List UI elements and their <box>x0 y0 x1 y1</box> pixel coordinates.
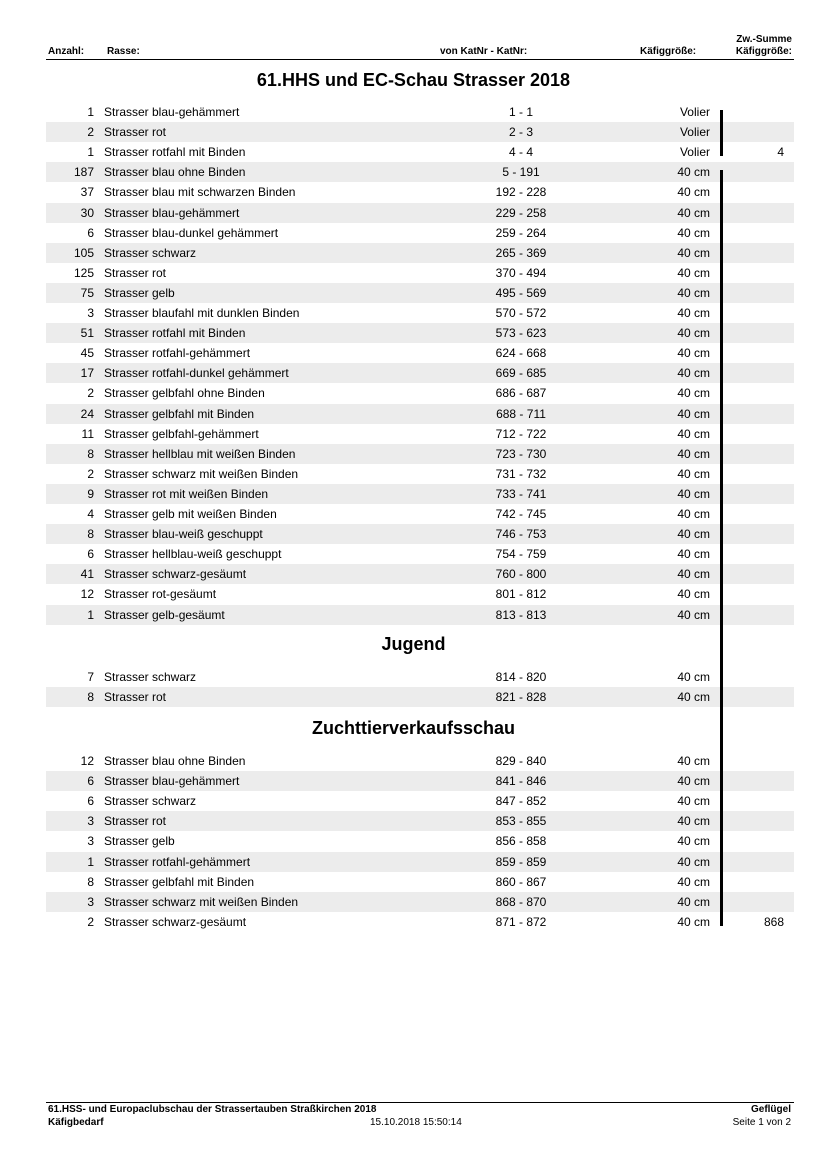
footer-rule <box>46 1102 794 1103</box>
footer-subtitle: Käfigbedarf <box>48 1117 104 1128</box>
katnr-cell: 370 - 494 <box>495 265 547 280</box>
table-row <box>46 444 794 464</box>
rasse-cell: Strasser blau-gehämmert <box>104 205 240 220</box>
rasse-cell: Strasser blau-gehämmert <box>104 774 240 789</box>
katnr-cell: 841 - 846 <box>495 774 547 789</box>
kaefiggroesse-cell: 40 cm <box>677 225 710 240</box>
rasse-cell: Strasser rotfahl mit Binden <box>104 145 246 160</box>
table-row <box>46 343 794 363</box>
rasse-cell: Strasser rotfahl-gehämmert <box>104 346 251 361</box>
katnr-cell: 686 - 687 <box>495 386 547 401</box>
anzahl-cell: 51 <box>80 326 94 341</box>
subtotal-bracket-40cm <box>720 170 723 926</box>
table-row <box>46 102 794 122</box>
katnr-cell: 723 - 730 <box>495 446 547 461</box>
kaefiggroesse-cell: 40 cm <box>677 426 710 441</box>
table-row <box>46 223 794 243</box>
rasse-cell: Strasser gelbfahl-gehämmert <box>104 426 259 441</box>
table-row <box>46 142 794 162</box>
kaefiggroesse-cell: 40 cm <box>677 507 710 521</box>
katnr-cell: 229 - 258 <box>495 205 547 220</box>
subtotal-bracket-volier <box>720 110 723 156</box>
katnr-cell: 847 - 852 <box>495 794 547 809</box>
kaefiggroesse-cell: 40 cm <box>677 794 710 809</box>
katnr-cell: 733 - 741 <box>495 486 547 501</box>
column-header-zwsumme <box>724 34 792 58</box>
column-header-katnr: von KatNr - KatNr: <box>440 46 528 57</box>
anzahl-cell: 4 <box>87 507 94 521</box>
katnr-cell: 624 - 668 <box>495 346 547 361</box>
table-row <box>46 464 794 484</box>
anzahl-cell: 8 <box>87 874 94 889</box>
rasse-cell: Strasser schwarz-gesäumt <box>104 567 247 582</box>
katnr-cell: 853 - 855 <box>495 814 547 829</box>
kaefiggroesse-cell: 40 cm <box>677 874 710 889</box>
rasse-cell: Strasser rot-gesäumt <box>104 587 217 602</box>
kaefiggroesse-cell: 40 cm <box>677 894 710 909</box>
rasse-cell: Strasser rotfahl-dunkel gehämmert <box>104 366 289 381</box>
section-title: Jugend <box>381 634 446 654</box>
katnr-cell: 570 - 572 <box>495 306 547 320</box>
katnr-cell: 192 - 228 <box>495 185 547 200</box>
kaefiggroesse-cell: Volier <box>679 125 710 140</box>
katnr-cell: 688 - 711 <box>496 406 546 421</box>
anzahl-cell: 1 <box>87 105 94 119</box>
footer-title: 61.HSS- und Europaclubschau der Strassertauben Straßkirchen 2018 <box>48 1104 377 1115</box>
table-row <box>46 584 794 604</box>
katnr-cell: 821 - 828 <box>495 690 547 705</box>
anzahl-cell: 17 <box>80 366 94 381</box>
anzahl-cell: 7 <box>87 670 94 684</box>
katnr-cell: 573 - 623 <box>495 326 547 341</box>
rasse-cell: Strasser gelb mit weißen Binden <box>104 507 277 521</box>
anzahl-cell: 1 <box>87 145 94 160</box>
rasse-cell: Strasser gelb-gesäumt <box>104 607 225 622</box>
table-row <box>46 383 794 403</box>
table-row <box>46 687 794 707</box>
footer-datetime: 15.10.2018 15:50:14 <box>370 1117 462 1128</box>
anzahl-cell: 6 <box>87 774 94 789</box>
kaefiggroesse-cell: 40 cm <box>677 265 710 280</box>
rasse-cell: Strasser gelbfahl mit Binden <box>104 874 255 889</box>
rasse-cell: Strasser rot <box>104 265 167 280</box>
rasse-cell: Strasser gelbfahl ohne Binden <box>104 386 265 401</box>
katnr-cell: 868 - 870 <box>495 894 547 909</box>
rasse-cell: Strasser rot <box>104 125 167 140</box>
zwsumme-cell: 4 <box>777 145 784 160</box>
anzahl-cell: 2 <box>87 466 94 481</box>
anzahl-cell: 37 <box>80 185 94 200</box>
anzahl-cell: 9 <box>87 486 94 501</box>
table-row <box>46 852 794 872</box>
anzahl-cell: 6 <box>87 794 94 809</box>
anzahl-cell: 187 <box>73 165 94 180</box>
anzahl-cell: 8 <box>87 527 94 542</box>
table-row <box>46 605 794 625</box>
rasse-cell: Strasser schwarz <box>104 794 197 809</box>
anzahl-cell: 105 <box>73 245 94 260</box>
katnr-cell: 860 - 867 <box>495 874 547 889</box>
katnr-cell: 814 - 820 <box>495 670 547 684</box>
rasse-cell: Strasser gelb <box>104 834 175 849</box>
column-header-kaefiggroesse: Käfiggröße: <box>640 46 697 57</box>
rasse-cell: Strasser rot <box>104 814 167 829</box>
table-row <box>46 544 794 564</box>
rasse-cell: Strasser schwarz <box>104 245 197 260</box>
rasse-cell: Strasser schwarz-gesäumt <box>104 914 247 929</box>
kaefiggroesse-cell: 40 cm <box>677 854 710 869</box>
zwsumme-line1: Zw.-Summe <box>736 34 792 45</box>
table-row <box>46 404 794 424</box>
anzahl-cell: 8 <box>87 690 94 705</box>
table-row <box>46 263 794 283</box>
kaefiggroesse-cell: 40 cm <box>677 547 710 562</box>
katnr-cell: 1 - 1 <box>508 105 533 119</box>
anzahl-cell: 75 <box>80 285 94 300</box>
rasse-cell: Strasser schwarz mit weißen Binden <box>104 894 299 909</box>
katnr-cell: 746 - 753 <box>495 527 547 542</box>
kaefiggroesse-cell: 40 cm <box>677 567 710 582</box>
column-header-anzahl: Anzahl: <box>48 46 85 57</box>
rasse-cell: Strasser blau-gehämmert <box>104 105 240 119</box>
table-row <box>46 524 794 544</box>
anzahl-cell: 3 <box>87 894 94 909</box>
kaefiggroesse-cell: 40 cm <box>677 326 710 341</box>
column-header-rasse: Rasse: <box>107 46 140 57</box>
table-row <box>46 162 794 182</box>
kaefiggroesse-cell: 40 cm <box>677 486 710 501</box>
table-row <box>46 667 794 687</box>
kaefiggroesse-cell: Volier <box>679 145 710 160</box>
table-row <box>46 243 794 263</box>
kaefiggroesse-cell: 40 cm <box>677 690 710 705</box>
rasse-cell: Strasser blau mit schwarzen Binden <box>104 185 296 200</box>
kaefiggroesse-cell: 40 cm <box>677 285 710 300</box>
anzahl-cell: 24 <box>80 406 94 421</box>
table-row <box>46 484 794 504</box>
table-row <box>46 122 794 142</box>
anzahl-cell: 2 <box>87 125 94 140</box>
kaefiggroesse-cell: 40 cm <box>677 814 710 829</box>
anzahl-cell: 8 <box>87 446 94 461</box>
rasse-cell: Strasser hellblau-weiß geschuppt <box>104 547 282 562</box>
table-row <box>46 892 794 912</box>
table-row <box>46 771 794 791</box>
katnr-cell: 760 - 800 <box>495 567 547 582</box>
katnr-cell: 754 - 759 <box>495 547 547 562</box>
rasse-cell: Strasser blau-dunkel gehämmert <box>104 225 279 240</box>
katnr-cell: 2 - 3 <box>508 125 533 140</box>
table-row <box>46 323 794 343</box>
anzahl-cell: 2 <box>87 914 94 929</box>
table-row <box>46 872 794 892</box>
rasse-cell: Strasser rotfahl-gehämmert <box>104 854 251 869</box>
anzahl-cell: 41 <box>80 567 94 582</box>
kaefiggroesse-cell: 40 cm <box>677 366 710 381</box>
table-row <box>46 424 794 444</box>
anzahl-cell: 6 <box>87 225 94 240</box>
katnr-cell: 265 - 369 <box>495 245 547 260</box>
rasse-cell: Strasser rot mit weißen Binden <box>104 486 269 501</box>
katnr-cell: 813 - 813 <box>495 607 547 622</box>
anzahl-cell: 3 <box>87 834 94 849</box>
anzahl-cell: 11 <box>81 426 94 441</box>
kaefiggroesse-cell: 40 cm <box>677 670 710 684</box>
kaefiggroesse-cell: 40 cm <box>677 834 710 849</box>
kaefiggroesse-cell: 40 cm <box>677 245 710 260</box>
katnr-cell: 669 - 685 <box>495 366 547 381</box>
anzahl-cell: 1 <box>87 854 94 869</box>
anzahl-cell: 6 <box>87 547 94 562</box>
kaefiggroesse-cell: 40 cm <box>677 205 710 220</box>
table-row <box>46 811 794 831</box>
section-title: Zuchttierverkaufsschau <box>311 718 516 738</box>
table-row <box>46 831 794 851</box>
table-row <box>46 283 794 303</box>
kaefiggroesse-cell: 40 cm <box>677 914 710 929</box>
kaefiggroesse-cell: 40 cm <box>677 406 710 421</box>
table-row <box>46 751 794 771</box>
kaefiggroesse-cell: 40 cm <box>677 466 710 481</box>
section-title: 61.HHS und EC-Schau Strasser 2018 <box>256 70 571 90</box>
kaefiggroesse-cell: 40 cm <box>677 587 710 602</box>
rasse-cell: Strasser blau-weiß geschuppt <box>104 527 263 542</box>
katnr-cell: 259 - 264 <box>495 225 547 240</box>
anzahl-cell: 125 <box>73 265 94 280</box>
table-row <box>46 363 794 383</box>
kaefiggroesse-cell: 40 cm <box>677 185 710 200</box>
table-row <box>46 182 794 202</box>
katnr-cell: 5 - 191 <box>502 165 540 180</box>
kaefiggroesse-cell: 40 cm <box>677 165 710 180</box>
katnr-cell: 801 - 812 <box>495 587 547 602</box>
table-row <box>46 791 794 811</box>
rasse-cell: Strasser blau ohne Binden <box>104 754 246 768</box>
anzahl-cell: 30 <box>80 205 94 220</box>
rasse-cell: Strasser rotfahl mit Binden <box>104 326 246 341</box>
katnr-cell: 859 - 859 <box>495 854 547 869</box>
kaefiggroesse-cell: 40 cm <box>677 754 710 768</box>
rasse-cell: Strasser schwarz mit weißen Binden <box>104 466 299 481</box>
katnr-cell: 495 - 569 <box>495 285 547 300</box>
kaefiggroesse-cell: 40 cm <box>677 607 710 622</box>
rasse-cell: Strasser blau ohne Binden <box>104 165 246 180</box>
rasse-cell: Strasser rot <box>104 690 167 705</box>
footer-page-number: Seite 1 von 2 <box>732 1117 791 1128</box>
table-row <box>46 303 794 323</box>
katnr-cell: 871 - 872 <box>495 914 547 929</box>
rasse-cell: Strasser hellblau mit weißen Binden <box>104 446 296 461</box>
footer-category: Geflügel <box>750 1104 791 1115</box>
anzahl-cell: 3 <box>87 306 94 320</box>
zwsumme-line2: Käfiggröße: <box>735 46 792 57</box>
kaefiggroesse-cell: Volier <box>679 105 710 119</box>
table-row <box>46 203 794 223</box>
katnr-cell: 4 - 4 <box>508 145 533 160</box>
anzahl-cell: 3 <box>87 814 94 829</box>
header-rule <box>46 59 794 60</box>
kaefiggroesse-cell: 40 cm <box>677 346 710 361</box>
rasse-cell: Strasser gelbfahl mit Binden <box>104 406 255 421</box>
katnr-cell: 742 - 745 <box>495 507 547 521</box>
table-row <box>46 564 794 584</box>
katnr-cell: 712 - 722 <box>495 426 547 441</box>
katnr-cell: 829 - 840 <box>495 754 547 768</box>
katnr-cell: 731 - 732 <box>495 466 547 481</box>
anzahl-cell: 12 <box>80 587 94 602</box>
anzahl-cell: 45 <box>80 346 94 361</box>
kaefiggroesse-cell: 40 cm <box>677 446 710 461</box>
rasse-cell: Strasser blaufahl mit dunklen Binden <box>104 306 300 320</box>
table-row <box>46 504 794 524</box>
katnr-cell: 856 - 858 <box>495 834 547 849</box>
rasse-cell: Strasser schwarz <box>104 670 197 684</box>
kaefiggroesse-cell: 40 cm <box>677 527 710 542</box>
anzahl-cell: 1 <box>87 607 94 622</box>
kaefiggroesse-cell: 40 cm <box>677 306 710 320</box>
table-row <box>46 912 794 932</box>
rasse-cell: Strasser gelb <box>104 285 175 300</box>
kaefiggroesse-cell: 40 cm <box>677 386 710 401</box>
zwsumme-cell: 868 <box>763 914 784 929</box>
anzahl-cell: 2 <box>87 386 94 401</box>
kaefiggroesse-cell: 40 cm <box>677 774 710 789</box>
anzahl-cell: 12 <box>80 754 94 768</box>
